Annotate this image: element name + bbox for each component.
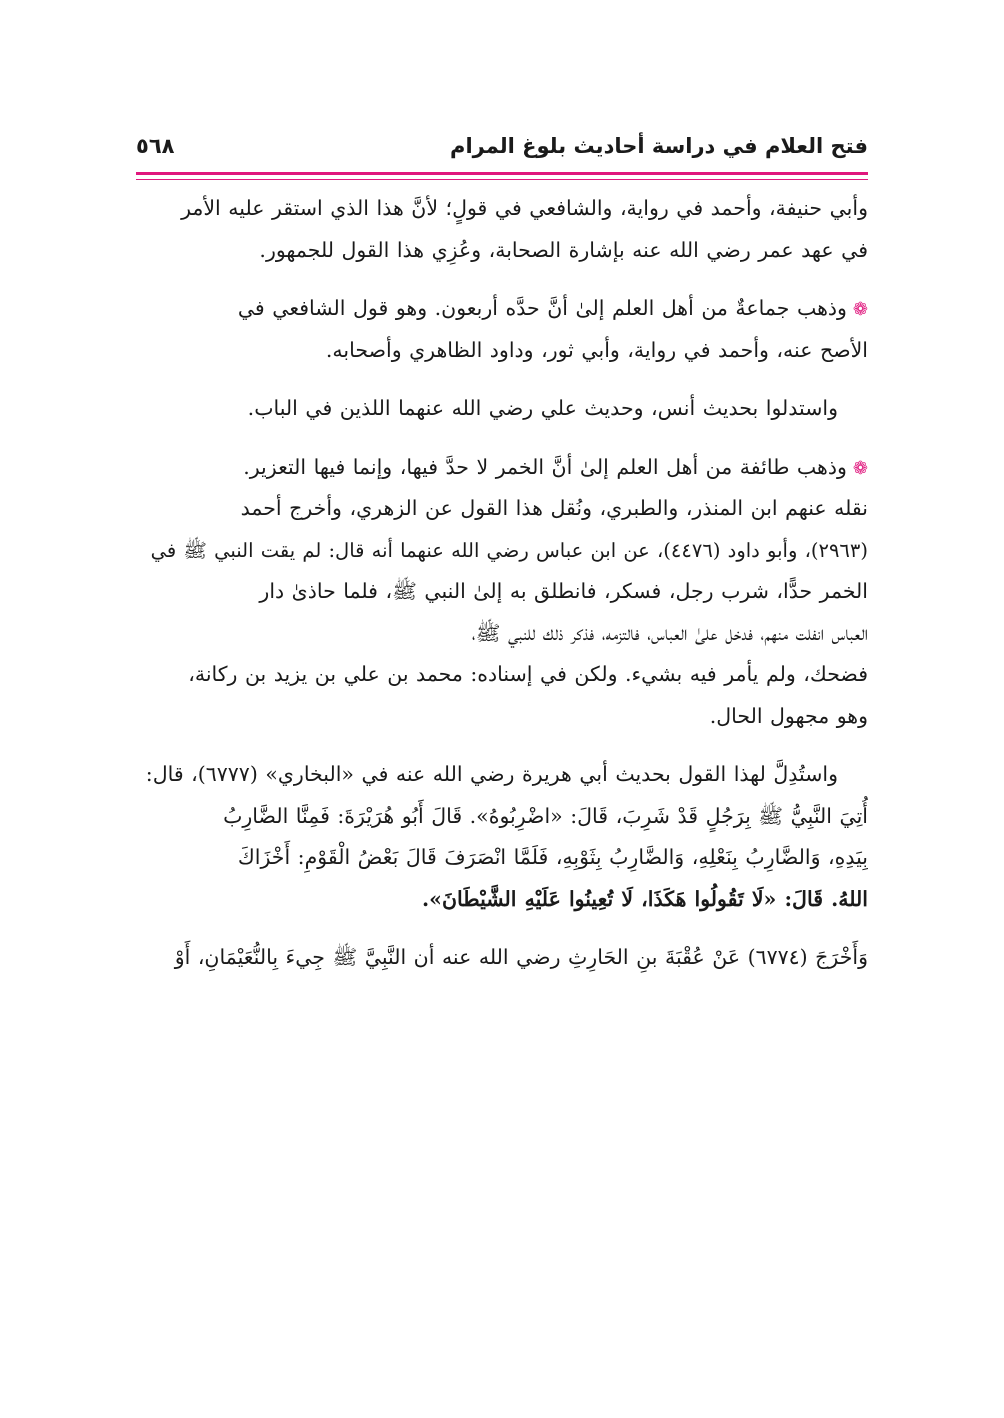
paragraph-1 — [136, 188, 868, 271]
hadith-text-line: أُتِيَ النَّبِيُّ ﷺ بِرَجُلٍ قَدْ شَرِبَ، قَالَ: «اضْرِبُوهُ». قَالَ أَبُو هُرَيْرَةَ: فَمِنَّا الضَّارِبُ — [223, 803, 868, 828]
page-number: ٥٦٨ — [136, 134, 175, 158]
hadith-text-line: اللهُ. قَالَ: «لَا تَقُولُوا هَكَذَا، لَا تُعِينُوا عَلَيْهِ الشَّيْطَانَ». — [422, 886, 868, 911]
paragraph-4 — [136, 447, 868, 738]
text-line: نقله عنهم ابن المنذر، والطبري، ونُقل هذا القول عن الزهري، وأخرج أحمد — [240, 496, 868, 520]
paragraph-6 — [136, 937, 868, 979]
header-rule-thick — [136, 172, 868, 175]
text-line — [136, 288, 868, 330]
paragraph-5 — [136, 754, 868, 920]
header-rule-thin — [136, 179, 868, 180]
book-title: فتح العلام في دراسة أحاديث بلوغ المرام — [450, 134, 868, 158]
text-line: واستُدِلَّ لهذا القول بحديث أبي هريرة رضي الله عنه في «البخاري» (٦٧٧٧)، قال: — [145, 762, 838, 786]
paragraph-3 — [136, 388, 868, 430]
text-line: (٢٩٦٣)، وأبو داود (٤٤٧٦)، عن ابن عباس رضي الله عنهما أنه قال: لم يقت النبي ﷺ في — [150, 538, 868, 562]
text-line-content: وذهب جماعةٌ من أهل العلم إلىٰ أنَّ حدَّه أربعون. وهو قول الشافعي في — [237, 296, 847, 320]
text-line: وأبي حنيفة، وأحمد في رواية، والشافعي في قولٍ؛ لأنَّ هذا الذي استقر عليه الأمر — [181, 196, 868, 220]
text-line: وَأَخْرَجَ (٦٧٧٤) عَنْ عُقْبَةَ بنِ الحَارِثِ رضي الله عنه أن النَّبِيَّ ﷺ جِيءَ بِالنُّعَيْمَانِ، أَوْ — [174, 945, 868, 969]
text-line: الخمر حدًّا، شرب رجل، فسكر، فانطلق به إلىٰ النبي ﷺ، فلما حاذىٰ دار — [259, 579, 868, 603]
page-body — [136, 188, 868, 979]
flower-bullet-icon: ❁ — [852, 299, 868, 320]
paragraph-2 — [136, 288, 868, 371]
text-line: واستدلوا بحديث أنس، وحديث علي رضي الله عنهما اللذين في الباب. — [247, 396, 838, 420]
text-line — [136, 447, 868, 489]
text-line: في عهد عمر رضي الله عنه بإشارة الصحابة، وعُزِي هذا القول للجمهور. — [259, 237, 868, 262]
text-line-content: وذهب طائفة من أهل العلم إلىٰ أنَّ الخمر لا حدَّ فيها، وإنما فيها التعزير. — [243, 454, 847, 479]
page-header — [136, 128, 868, 164]
flower-bullet-icon: ❁ — [852, 457, 868, 479]
text-line: وهو مجهول الحال. — [709, 703, 868, 728]
hadith-text-line: بِيَدِهِ، وَالضَّارِبُ بِنَعْلِهِ، وَالضَّارِبُ بِثَوْبِهِ، فَلَمَّا انْصَرَفَ قَالَ بَعْضُ الْقَوْمِ: أَخْزَاكَ — [237, 845, 868, 869]
text-line: العباس انفلت منهم، فدخل علىٰ العباس، فالتزمه، فذكر ذلك للنبي ﷺ، — [471, 620, 868, 645]
text-line: فضحك، ولم يأمر فيه بشيء. ولكن في إسناده: محمد بن علي بن يزيد بن ركانة، — [188, 662, 868, 686]
text-line: الأصح عنه، وأحمد في رواية، وأبي ثور، وداود الظاهري وأصحابه. — [325, 337, 868, 362]
